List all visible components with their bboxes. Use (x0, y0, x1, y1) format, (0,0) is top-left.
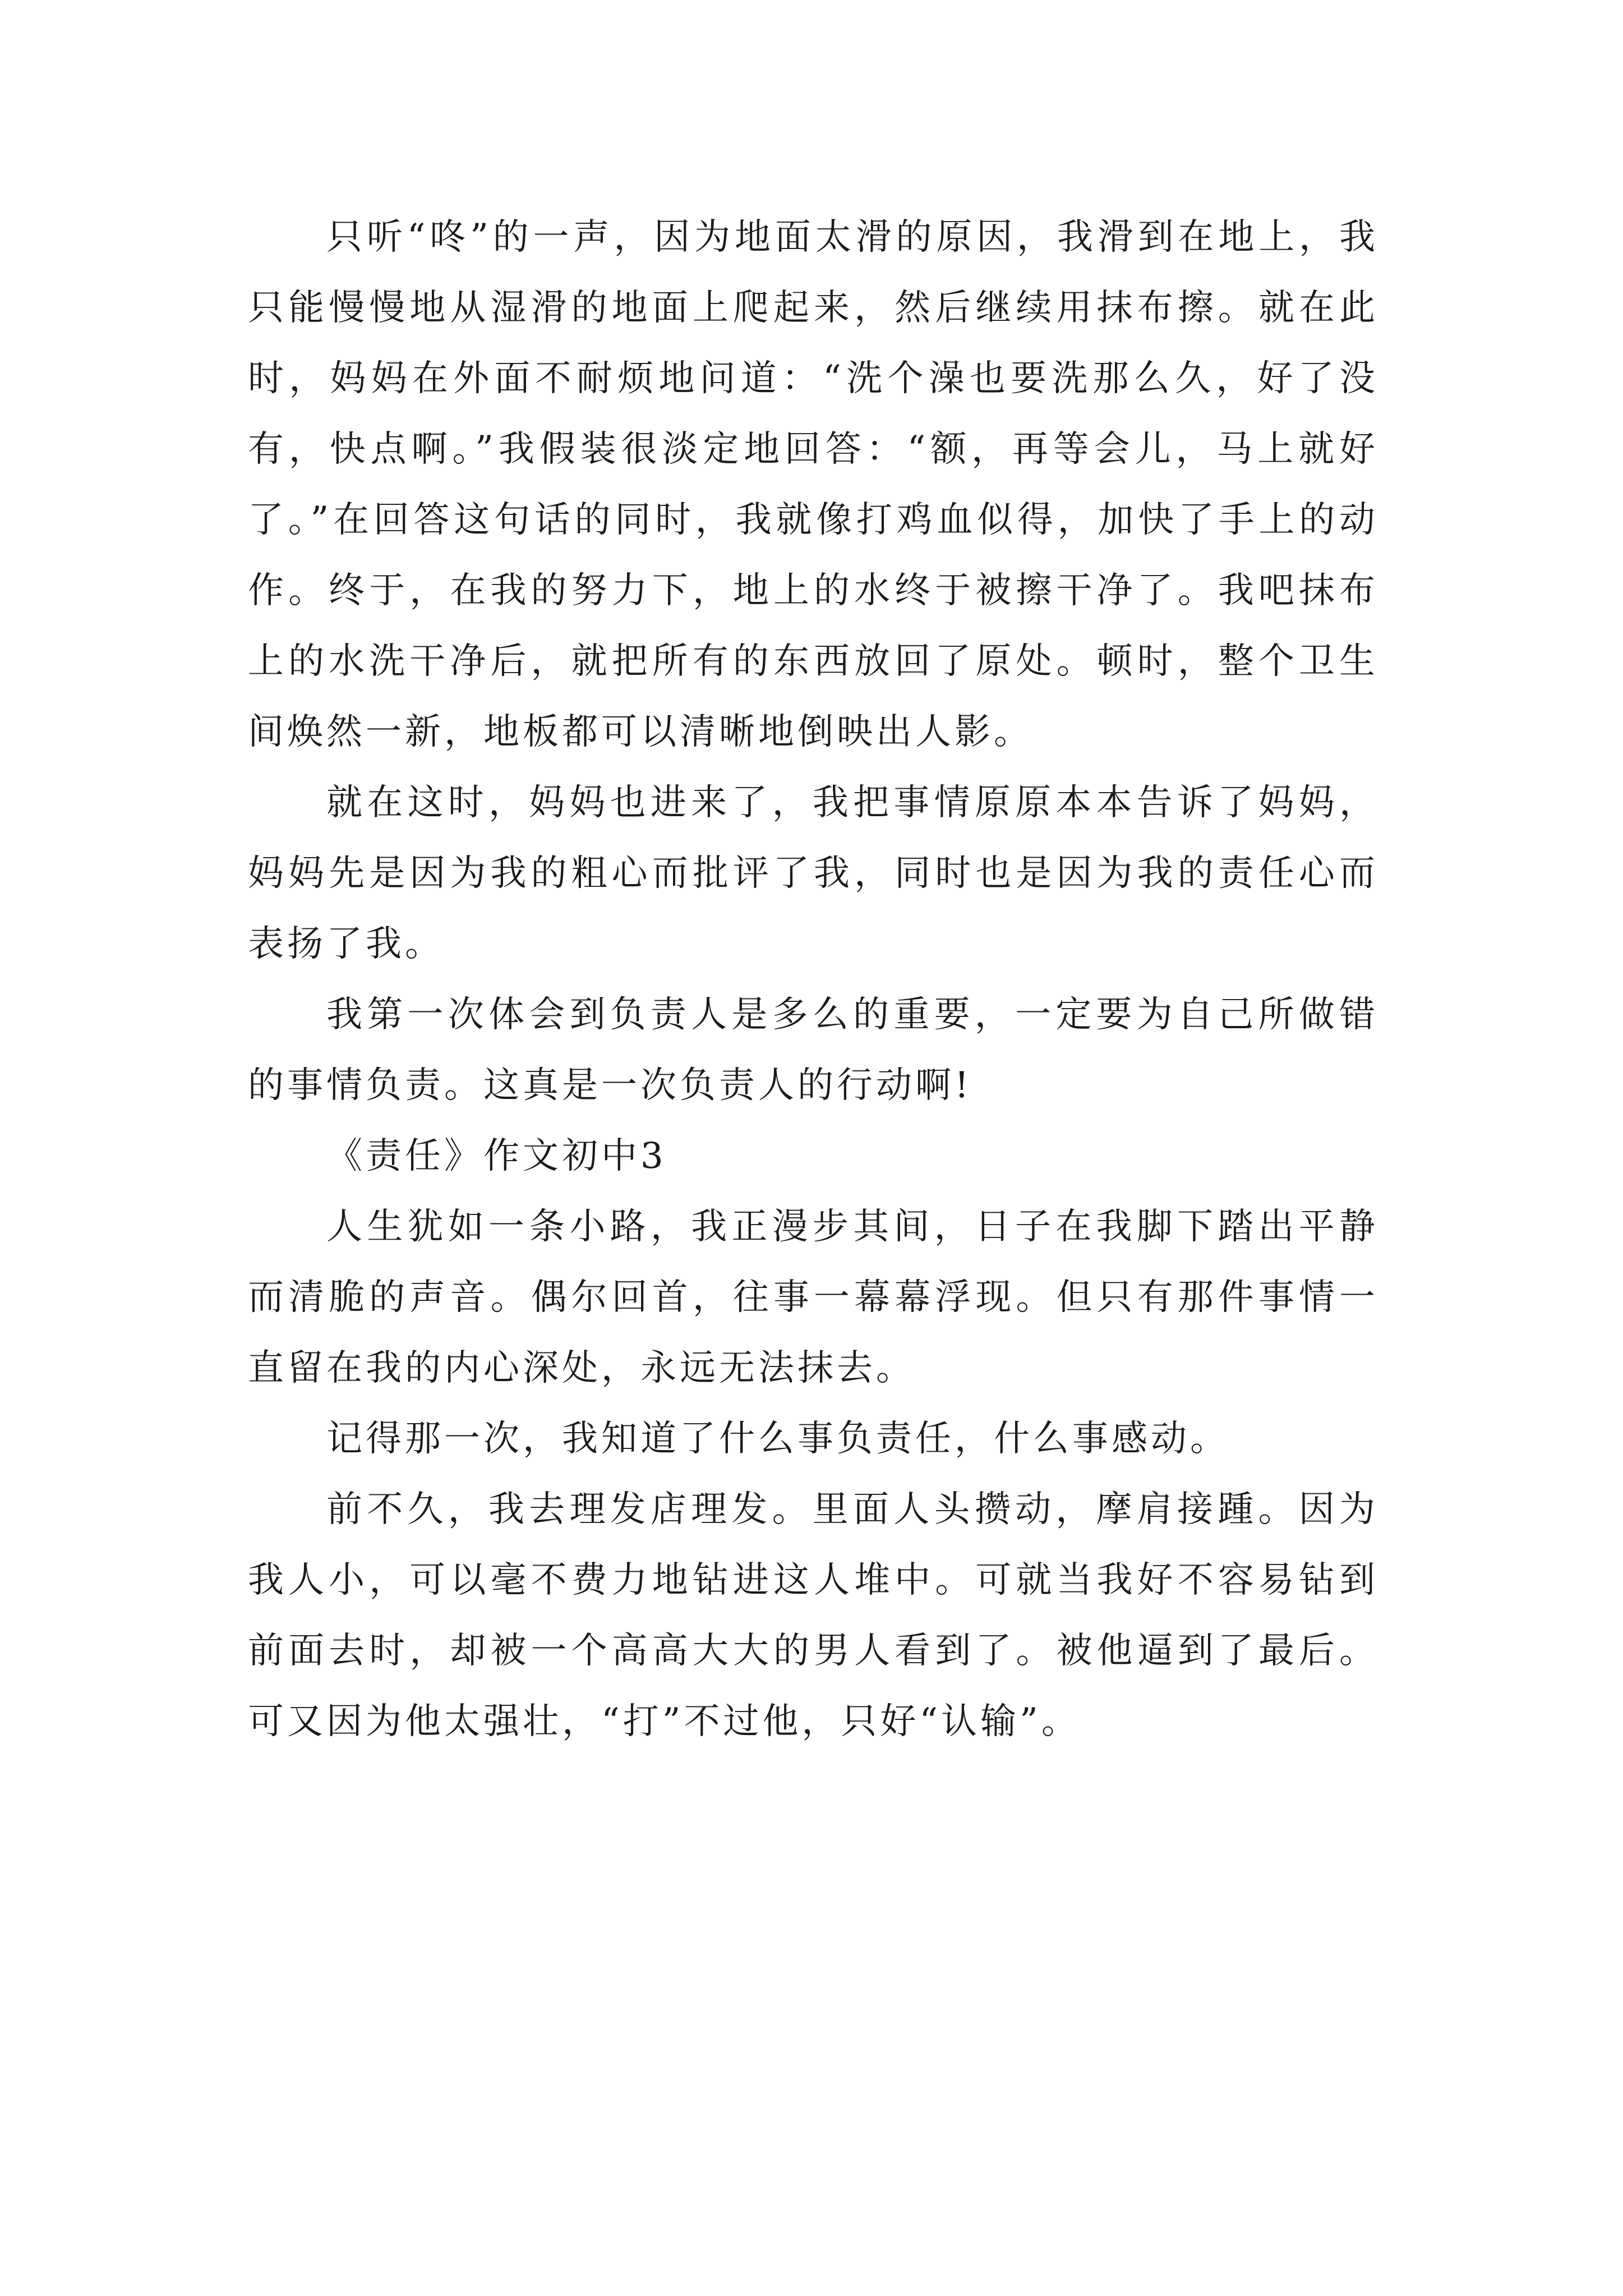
paragraph-barber-shop: 前不久，我去理发店理发。里面人头攒动，摩肩接踵。因为我人小，可以毫不费力地钻进这人堆中。可就当我好不容易钻到前面去时，却被一个高高大大的男人看到了。被他逼到了最后。可又因为他太强壮，“打”不过他，只好“认输”。 (248, 1489, 1378, 1742)
document-body (248, 202, 1378, 1757)
essay-heading: 《责任》作文初中3 (326, 1135, 667, 1177)
paragraph-slip-and-clean: 只听“咚”的一声，因为地面太滑的原因，我滑到在地上，我只能慢慢地从湿滑的地面上爬起来，然后继续用抹布擦。就在此时，妈妈在外面不耐烦地问道：“洗个澡也要洗那么久，好了没有，快点啊。”我假装很淡定地回答：“额，再等会儿，马上就好了。”在回答这句话的同时，我就像打鸡血似得，加快了手上的动作。终于，在我的努力下，地上的水终于被擦干净了。我吧抹布上的水洗干净后，就把所有的东西放回了原处。顿时，整个卫生间焕然一新，地板都可以清晰地倒映出人影。 (248, 217, 1378, 753)
paragraph-mother-enters: 就在这时，妈妈也进来了，我把事情原原本本告诉了妈妈，妈妈先是因为我的粗心而批评了我，同时也是因为我的责任心而表扬了我。 (248, 782, 1378, 965)
paragraph-life-path: 人生犹如一条小路，我正漫步其间，日子在我脚下踏出平静而清脆的声音。偶尔回首，往事一幕幕浮现。但只有那件事情一直留在我的内心深处，永远无法抹去。 (248, 1206, 1378, 1389)
paragraph-remember-that-time: 记得那一次，我知道了什么事负责任，什么事感动。 (326, 1418, 1229, 1460)
paragraph-responsibility-lesson: 我第一次体会到负责人是多么的重要，一定要为自己所做错的事情负责。这真是一次负责人的行动啊! (248, 994, 1378, 1106)
